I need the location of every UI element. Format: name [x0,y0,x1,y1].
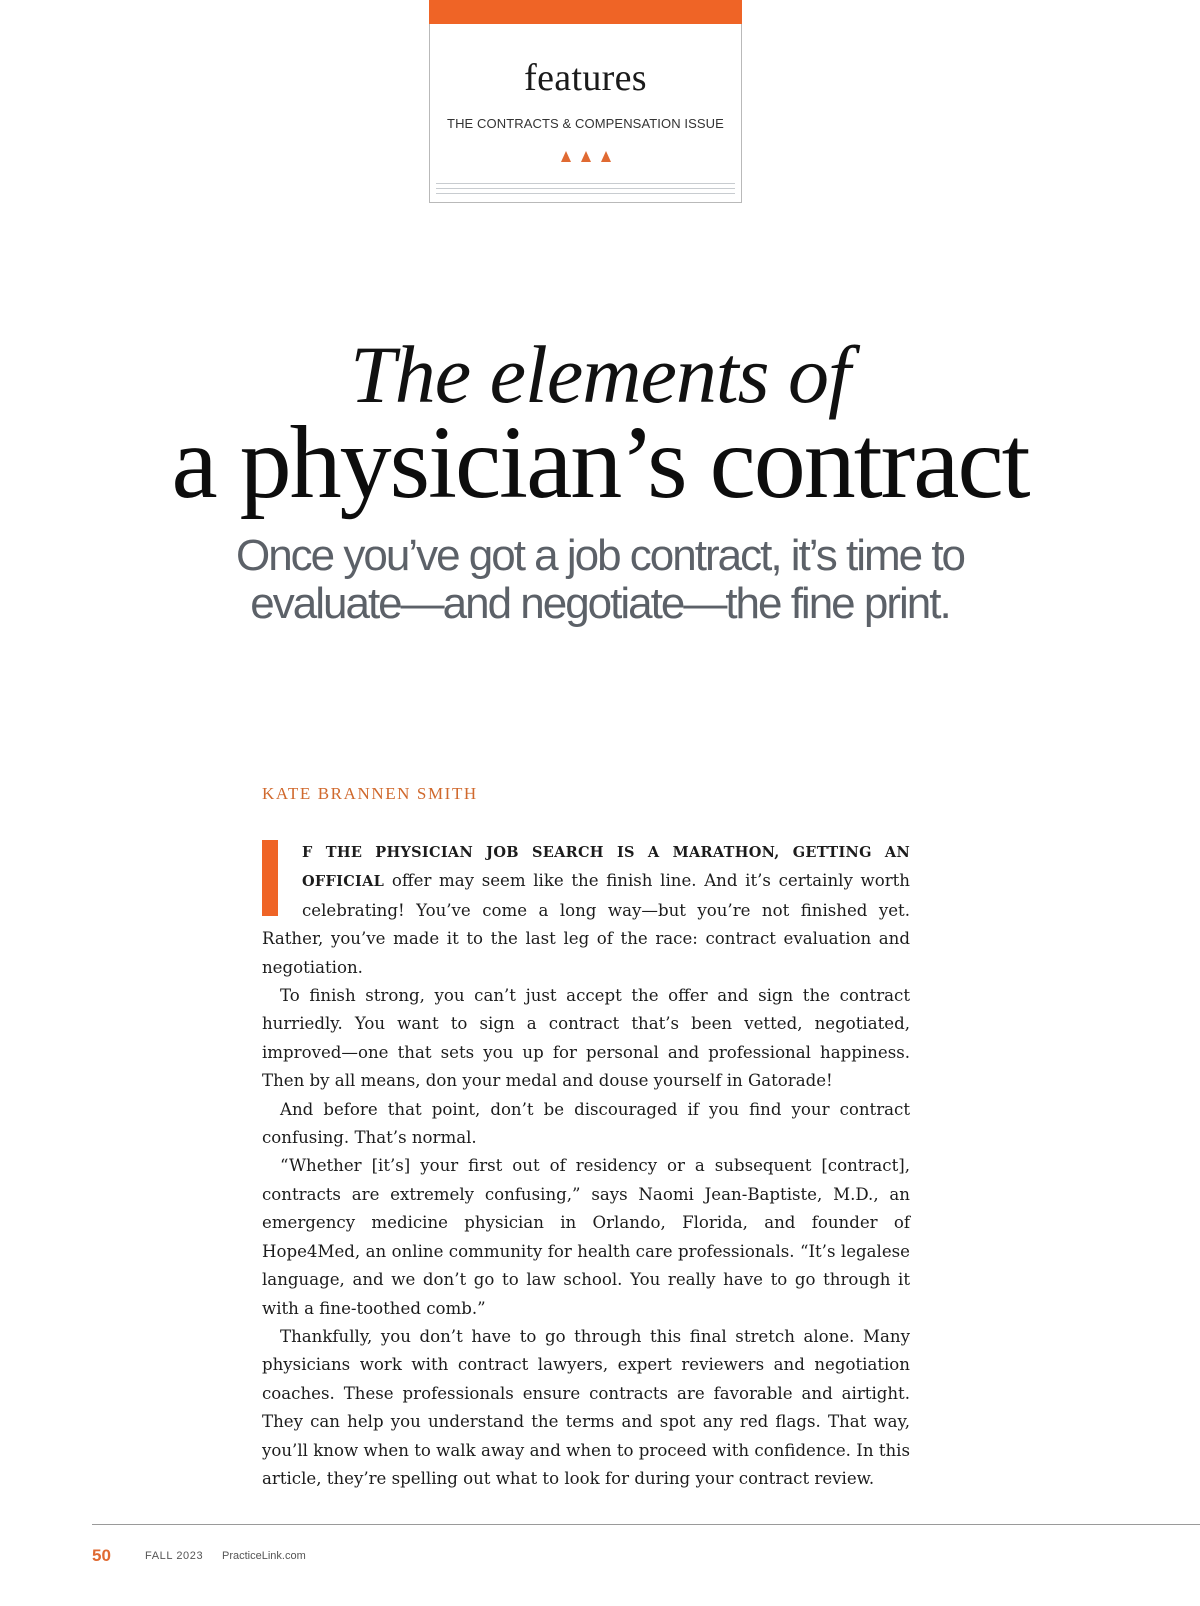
section-tab-rules [436,183,735,198]
section-title: features [524,57,647,99]
lede-text: offer may seem like the finish line. And it’s certainly worth celebrating! You’ve come a long way—but you’re not finished yet. Rather, you’ve made it to the last leg of the race: contract evaluation and negotiation. [262,871,910,977]
section-subtitle: THE CONTRACTS & COMPENSATION ISSUE [447,116,724,131]
section-tab [429,0,742,203]
body-paragraph: Thankfully, you don’t have to go through this final stretch alone. Many physicians work with contract lawyers, expert reviewers and negotiation coaches. These professionals ensure contracts are favorable and airtight. They can help you understand the terms and spot any red flags. That way, you’ll know when to walk away and when to proceed with confidence. In this article, they’re spelling out what to look for during your contract review. [262,1326,910,1488]
triangle-marks [430,149,741,165]
triangle-icon [581,151,591,162]
page-number: 50 [92,1546,111,1565]
article-body [262,838,910,1493]
headline-kicker: The elements of [350,329,850,420]
headline: a physician’s contract [171,405,1029,520]
issue-label: FALL 2023 [145,1550,204,1562]
site-link[interactable]: PracticeLink.com [222,1550,306,1562]
section-tab-accent-bar [429,0,742,24]
byline: KATE BRANNEN SMITH [262,784,478,803]
lede-paragraph [262,838,910,982]
triangle-icon [601,151,611,162]
footer-rule [92,1524,1200,1525]
dek: Once you’ve got a job contract, it’s time to evaluate—and negotiate—the fine print. [235,531,965,628]
lede-caps: F THE PHYSICIAN JOB SEARCH IS A MARATHON, GETTING AN OFFICIAL [302,844,910,891]
body-paragraph: And before that point, don’t be discouraged if you find your contract confusing. That’s normal. [262,1099,910,1148]
dropcap [262,840,278,916]
body-paragraph: “Whether [it’s] your first out of residency or a subsequent [contract], contracts are extremely confusing,” says Naomi Jean-Baptiste, M.D., an emergency medicine physician in Orlando, Florida, and founder of Hope4Med, an online community for health care professionals. “It’s legalese language, and we don’t go to law school. You really have to go through it with a fine-toothed comb.” [262,1156,910,1318]
triangle-icon [561,151,571,162]
body-paragraph: To finish strong, you can’t just accept the offer and sign the contract hurriedly. You want to sign a contract that’s been vetted, negotiated, improved—one that sets you up for personal and professional happiness. Then by all means, don your medal and douse yourself in Gatorade! [262,986,910,1091]
